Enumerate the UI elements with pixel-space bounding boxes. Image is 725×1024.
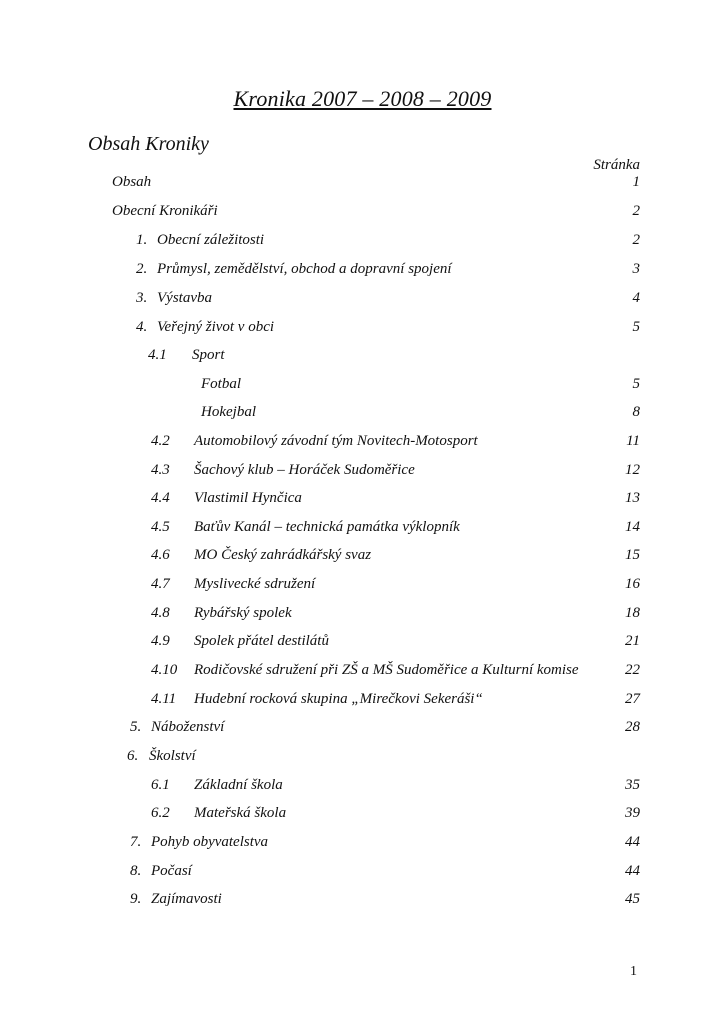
toc-entry-number: 9.	[130, 891, 142, 907]
toc-entry-page: 18	[625, 605, 640, 621]
toc-entry-page: 14	[625, 519, 640, 535]
toc-entry-page: 11	[626, 433, 640, 449]
toc-entry-label: Fotbal	[201, 376, 241, 392]
toc-entry-label: Zajímavosti	[151, 891, 222, 907]
toc-entry	[0, 404, 725, 426]
toc-entry-label: Obsah	[112, 174, 152, 190]
toc-entry	[0, 662, 725, 684]
toc-entry-label: Veřejný život v obci	[157, 319, 275, 335]
toc-entry	[0, 863, 725, 885]
toc-entry-label: Hudební rocková skupina „Mirečkovi Sekeráši“	[194, 691, 483, 707]
page-column-header: Stránka	[593, 157, 640, 173]
toc-entry	[0, 748, 725, 770]
toc-entry-label: Hokejbal	[201, 404, 256, 420]
toc-entry-label: Obecní Kronikáři	[112, 203, 218, 219]
toc-entry-label: Obecní záležitosti	[157, 232, 265, 248]
toc-entry-label: Baťův Kanál – technická památka výklopník	[194, 519, 460, 535]
toc-entry-number: 4.9	[151, 633, 170, 649]
toc-entry-number: 2.	[136, 261, 148, 277]
toc-entry-page: 28	[625, 719, 640, 735]
toc-entry	[0, 490, 725, 512]
toc-entry-page: 15	[625, 547, 640, 563]
toc-entry-label: Mateřská škola	[194, 805, 287, 821]
toc-entry-number: 4.6	[151, 547, 170, 563]
toc-entry	[0, 203, 725, 225]
toc-entry-number: 6.	[127, 748, 139, 764]
toc-entry-label: Výstavba	[157, 290, 212, 306]
toc-entry	[0, 319, 725, 341]
toc-entry-number: 4.7	[151, 576, 170, 592]
toc-entry-label: Pohyb obyvatelstva	[151, 834, 269, 850]
toc-entry-page: 4	[632, 290, 640, 306]
toc-entry-label: Základní škola	[194, 777, 283, 793]
toc-entry-number: 8.	[130, 863, 142, 879]
toc-entry-label: MO Český zahrádkářský svaz	[194, 547, 372, 563]
toc-entry	[0, 290, 725, 312]
toc-entry-page: 27	[625, 691, 640, 707]
toc-entry-page: 13	[625, 490, 640, 506]
toc-entry	[0, 834, 725, 856]
toc-entry-label: Automobilový závodní tým Novitech-Motosport	[194, 433, 478, 449]
toc-entry-label: Šachový klub – Horáček Sudoměřice	[194, 462, 415, 478]
toc-entry-label: Rybářský spolek	[194, 605, 292, 621]
toc-entry-page: 22	[625, 662, 640, 678]
toc-entry	[0, 232, 725, 254]
toc-entry-page: 1	[632, 174, 640, 190]
toc-entry-page: 35	[625, 777, 640, 793]
toc-entry	[0, 691, 725, 713]
toc-entry-number: 4.5	[151, 519, 170, 535]
toc-entry	[0, 462, 725, 484]
toc-entry	[0, 777, 725, 799]
toc-entry-page: 5	[632, 319, 640, 335]
toc-entry	[0, 719, 725, 741]
toc-entry-page: 2	[632, 203, 640, 219]
toc-entry	[0, 433, 725, 455]
toc-entry-number: 6.2	[151, 805, 170, 821]
toc-entry-number: 4.11	[151, 691, 177, 707]
toc-entry-page: 21	[625, 633, 640, 649]
toc-entry-number: 4.3	[151, 462, 170, 478]
toc-entry	[0, 347, 725, 369]
toc-entry-page: 44	[625, 834, 640, 850]
toc-entry	[0, 261, 725, 283]
toc-entry-page: 8	[632, 404, 640, 420]
toc-entry-label: Průmysl, zemědělství, obchod a dopravní spojení	[157, 261, 452, 277]
toc-entry	[0, 547, 725, 569]
toc-entry-label: Rodičovské sdružení při ZŠ a MŠ Sudoměřice a Kulturní komise	[194, 662, 579, 678]
page-number: 1	[630, 964, 637, 979]
toc-entry-label: Sport	[192, 347, 225, 363]
toc-entry	[0, 174, 725, 196]
toc-entry-label: Náboženství	[151, 719, 225, 735]
toc-entry-page: 2	[632, 232, 640, 248]
toc-entry-page: 16	[625, 576, 640, 592]
toc-heading: Obsah Kroniky	[88, 133, 209, 155]
toc-entry-label: Školství	[149, 748, 196, 764]
toc-entry	[0, 519, 725, 541]
toc-entry	[0, 576, 725, 598]
toc-entry-page: 45	[625, 891, 640, 907]
toc-entry-label: Vlastimil Hynčica	[194, 490, 302, 506]
toc-entry-page: 44	[625, 863, 640, 879]
toc-entry-number: 4.	[136, 319, 148, 335]
toc-entry-number: 1.	[136, 232, 148, 248]
toc-entry	[0, 891, 725, 913]
toc-entry-number: 4.1	[148, 347, 167, 363]
toc-entry	[0, 376, 725, 398]
toc-entry-number: 5.	[130, 719, 142, 735]
toc-entry-page: 3	[632, 261, 640, 277]
toc-entry-number: 3.	[136, 290, 148, 306]
toc-entry-number: 4.2	[151, 433, 170, 449]
toc-entry-number: 4.10	[151, 662, 178, 678]
toc-entry-page: 39	[625, 805, 640, 821]
toc-entry	[0, 805, 725, 827]
toc-entry-number: 6.1	[151, 777, 170, 793]
toc-entry-page: 12	[625, 462, 640, 478]
toc-entry	[0, 633, 725, 655]
toc-entry-label: Počasí	[151, 863, 192, 879]
toc-entry-page: 5	[632, 376, 640, 392]
toc-entry-number: 7.	[130, 834, 142, 850]
toc-entry-label: Spolek přátel destilátů	[194, 633, 329, 649]
toc-entry-label: Myslivecké sdružení	[194, 576, 316, 592]
toc-entry	[0, 605, 725, 627]
toc-entry-number: 4.8	[151, 605, 170, 621]
document-title: Kronika 2007 – 2008 – 2009	[233, 86, 492, 111]
toc-entry-number: 4.4	[151, 490, 170, 506]
